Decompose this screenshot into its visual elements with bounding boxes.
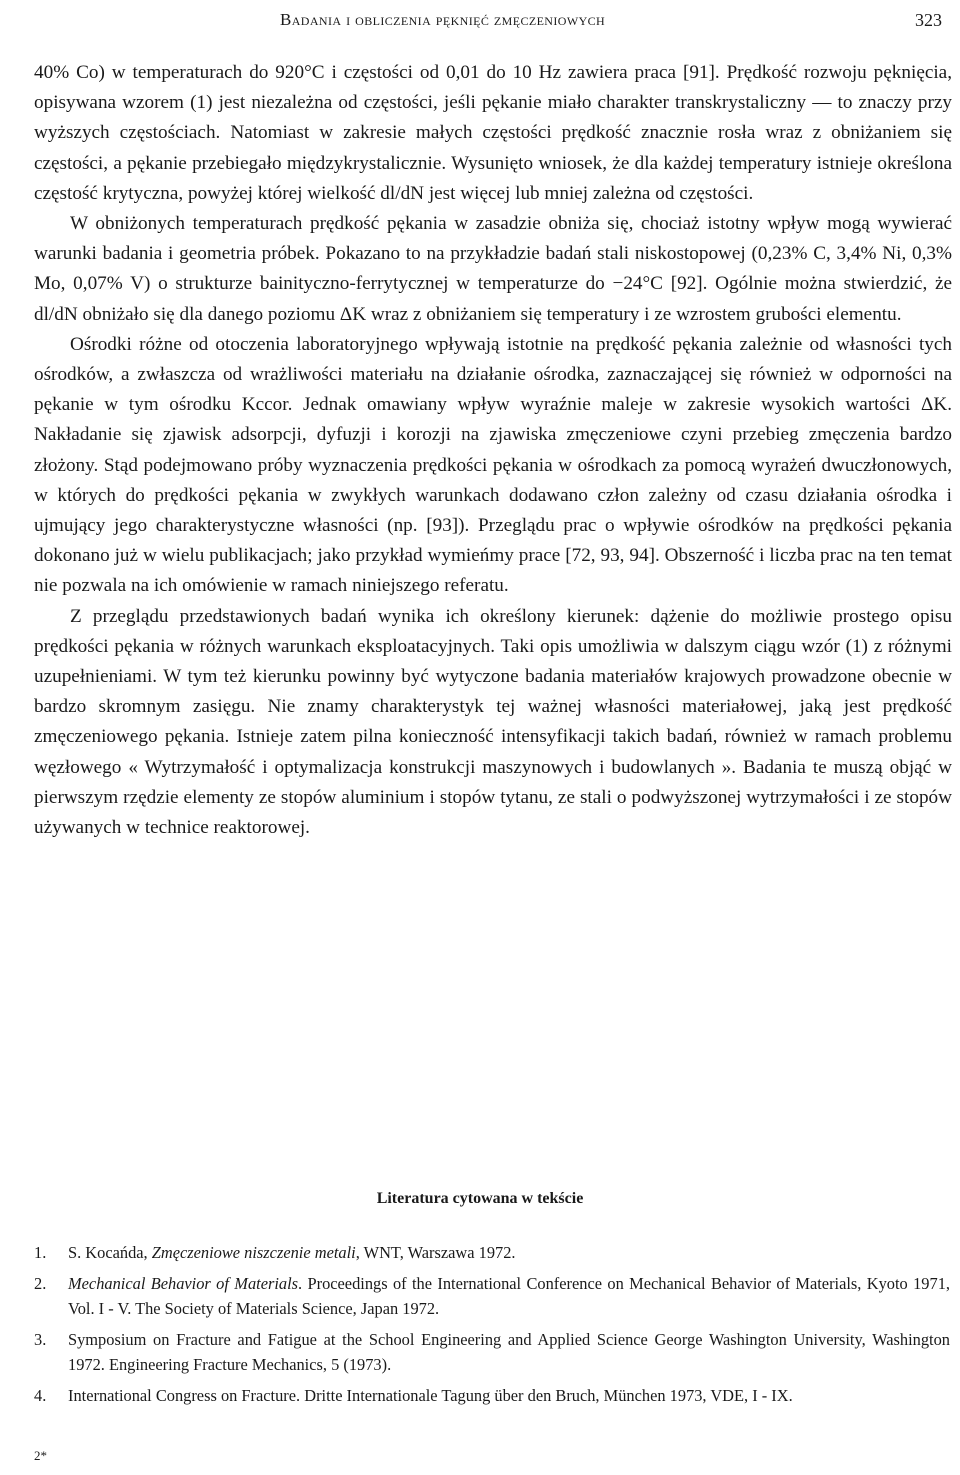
- reference-number: 3.: [34, 1330, 47, 1349]
- running-header-title: Badania i obliczenia pęknięć zmęczeniowych: [280, 10, 606, 29]
- references-list: [34, 1240, 950, 1414]
- reference-number: 2.: [34, 1274, 47, 1293]
- reference-title: Mechanical Behavior of Materials: [68, 1274, 299, 1293]
- paragraph: W obniżonych temperaturach prędkość pękania w zasadzie obniża się, chociaż istotny wpływ mogą wywierać warunki badania i geometria próbek. Pokazano to na przykładzie badań stali niskostopowej (0,23% C, 3,4% Ni, 0,3% Mo, 0,07% V) o strukturze bainityczno-ferrytycznej w temperaturze do −24°C [92]. Ogólnie można stwierdzić, że dl/dN obniżało się dla danego poziomu ΔK wraz z obniżaniem się temperatury i ze wzrostem grubości elementu.: [34, 213, 952, 325]
- body-text: [34, 58, 952, 843]
- reference-text: [68, 1240, 950, 1265]
- reference-item: [34, 1383, 950, 1408]
- sheet-signature: 2*: [34, 1448, 47, 1463]
- reference-details: Symposium on Fracture and Fatigue at the School Engineering and Applied Science George Washington University, Washington 1972. Engineering Fracture Mechanics, 5 (1973).: [68, 1330, 950, 1374]
- references-heading: Literatura cytowana w tekście: [376, 1190, 584, 1207]
- paragraph: Z przeglądu przedstawionych badań wynika ich określony kierunek: dążenie do możliwie prostego opisu prędkości pękania w różnych warunkach eksploatacyjnych. Taki opis umożliwia w dalszym ciągu wzór (1) z różnymi uzupełnieniami. W tym też kierunku powinny być wytyczone badania materiałów krajowych prowadzone obecnie w bardzo skromnym zasięgu. Nie znamy charakterystyk tej ważnej własności materiałowej, jaką jest prędkość zmęczeniowego pękania. Istnieje zatem pilna konieczność intensyfikacji takich badań, również w ramach problemu węzłowego « Wytrzymałość i optymalizacja konstrukcji maszynowych i budowlanych ». Badania te muszą objąć w pierwszym rzędzie elementy ze stopów aluminium i stopów tytanu, ze stali o podwyższonej wytrzymałości i ze stopów używanych w technice reaktorowej.: [34, 605, 952, 839]
- reference-author: S. Kocańda,: [68, 1243, 152, 1262]
- reference-text: [68, 1327, 950, 1377]
- reference-text: [68, 1271, 950, 1321]
- reference-item: [34, 1327, 950, 1377]
- reference-item: [34, 1240, 950, 1265]
- paragraph: Ośrodki różne od otoczenia laboratoryjnego wpływają istotnie na prędkość pękania zależnie od własności tych ośrodków, a zwłaszcza od wrażliwości materiału na działanie ośrodka, zaznaczającej się również w odporności na pękanie w tym ośrodku Kccor. Jednak omawiany wpływ wyraźnie maleje w zakresie wysokich wartości ΔK. Nakładanie się zjawisk adsorpcji, dyfuzji i korozji na zjawiska zmęczeniowe czyni przebieg zmęczenia bardzo złożony. Stąd podejmowano próby wyznaczenia prędkości pękania w ośrodkach za pomocą wyrażeń dwuczłonowych, w których do prędkości pękania w zwykłych warunkach dodawano człon zależny od czasu działania ośrodka i ujmujący jego charakterystyczne własności (np. [93]). Przeglądu prac o wpływie ośrodków na prędkości pękania dokonano już w wielu publikacjach; jako przykład wymieńmy prace [72, 93, 94]. Obszerność i liczba prac na ten temat nie pozwala na ich omówienie w ramach niniejszego referatu.: [34, 333, 952, 597]
- reference-item: [34, 1271, 950, 1321]
- reference-number: 1.: [34, 1243, 47, 1262]
- running-header: [40, 6, 946, 34]
- reference-number: 4.: [34, 1386, 47, 1405]
- reference-details: . Proceedings of the International Conference on Mechanical Behavior of Materials, Kyoto 1971, Vol. I - V. The Society of Materials Science, Japan 1972.: [68, 1274, 950, 1318]
- reference-details: , WNT, Warszawa 1972.: [355, 1243, 516, 1262]
- page-number: 323: [915, 9, 942, 30]
- reference-title: Zmęczeniowe niszczenie metali: [151, 1243, 356, 1262]
- reference-details: International Congress on Fracture. Dritte Internationale Tagung über den Bruch, München 1973, VDE, I - IX.: [68, 1386, 793, 1405]
- reference-text: [68, 1383, 950, 1408]
- paragraph: 40% Co) w temperaturach do 920°C i częstości od 0,01 do 10 Hz zawiera praca [91]. Prędkość rozwoju pęknięcia, opisywana wzorem (1) jest niezależna od częstości, jeśli pękanie miało charakter transkrystaliczny — to znaczy przy wyższych częstościach. Natomiast w zakresie małych częstości prędkość znacznie rosła wraz z obniżaniem się częstości, a pękanie przebiegało międzykrystalicznie. Wysunięto wniosek, że dla każdej temperatury istnieje określona częstość krytyczna, powyżej której wielkość dl/dN jest więcej lub mniej zależna od częstości.: [34, 62, 952, 204]
